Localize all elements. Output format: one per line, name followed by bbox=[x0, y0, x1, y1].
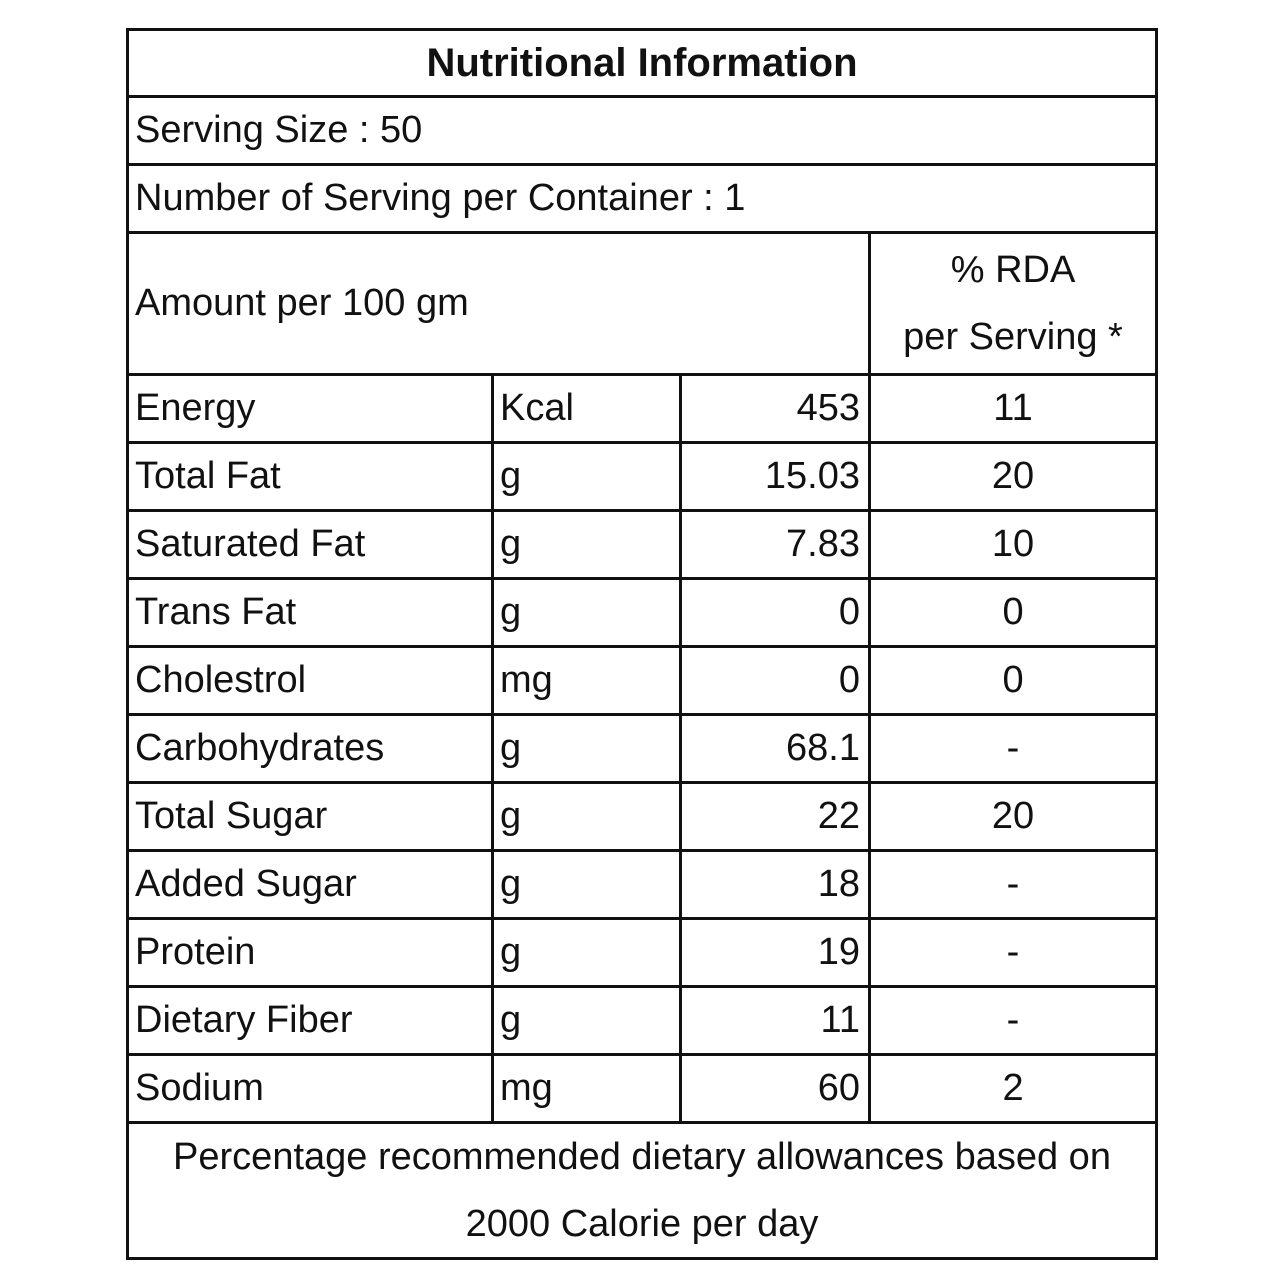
nutrient-row bbox=[128, 579, 1157, 647]
nutrient-rda: 20 bbox=[870, 783, 1157, 851]
nutrient-row bbox=[128, 919, 1157, 987]
nutrient-value: 19 bbox=[681, 919, 870, 987]
nutrient-value: 453 bbox=[681, 375, 870, 443]
nutrient-value: 7.83 bbox=[681, 511, 870, 579]
nutrient-name: Energy bbox=[128, 375, 493, 443]
nutrient-row bbox=[128, 1055, 1157, 1123]
rda-header bbox=[870, 233, 1157, 375]
footnote-line1: Percentage recommended dietary allowances based on bbox=[173, 1136, 1111, 1178]
nutrient-value: 0 bbox=[681, 647, 870, 715]
footnote-line2: 2000 Calorie per day bbox=[465, 1202, 819, 1245]
nutrient-name: Added Sugar bbox=[128, 851, 493, 919]
nutrient-name: Protein bbox=[128, 919, 493, 987]
nutrition-facts-table bbox=[126, 28, 1158, 1260]
nutrient-name: Cholestrol bbox=[128, 647, 493, 715]
nutrient-name: Sodium bbox=[128, 1055, 493, 1123]
nutrient-unit: g bbox=[493, 783, 681, 851]
nutrient-rda: 10 bbox=[870, 511, 1157, 579]
nutrient-rda: - bbox=[870, 987, 1157, 1055]
table-title: Nutritional Information bbox=[128, 30, 1157, 97]
footnote bbox=[128, 1123, 1157, 1259]
title-row bbox=[128, 30, 1157, 97]
nutrient-row bbox=[128, 511, 1157, 579]
nutrient-value: 18 bbox=[681, 851, 870, 919]
nutrient-unit: g bbox=[493, 919, 681, 987]
nutrient-value: 22 bbox=[681, 783, 870, 851]
nutrient-row bbox=[128, 783, 1157, 851]
nutrient-rda: - bbox=[870, 919, 1157, 987]
nutrient-unit: g bbox=[493, 715, 681, 783]
amount-header: Amount per 100 gm bbox=[128, 233, 870, 375]
nutrient-name: Dietary Fiber bbox=[128, 987, 493, 1055]
nutrient-unit: mg bbox=[493, 1055, 681, 1123]
nutrient-rda: 2 bbox=[870, 1055, 1157, 1123]
column-header-row bbox=[128, 233, 1157, 375]
nutrient-rda: - bbox=[870, 715, 1157, 783]
nutrient-name: Saturated Fat bbox=[128, 511, 493, 579]
nutrient-rda: - bbox=[870, 851, 1157, 919]
servings-per-container: Number of Serving per Container : 1 bbox=[128, 165, 1157, 233]
nutrient-value: 0 bbox=[681, 579, 870, 647]
nutrient-value: 60 bbox=[681, 1055, 870, 1123]
nutrient-row bbox=[128, 375, 1157, 443]
nutrient-row bbox=[128, 715, 1157, 783]
nutrient-unit: g bbox=[493, 851, 681, 919]
nutrient-unit: g bbox=[493, 987, 681, 1055]
nutrient-name: Trans Fat bbox=[128, 579, 493, 647]
nutrient-value: 15.03 bbox=[681, 443, 870, 511]
serving-size: Serving Size : 50 bbox=[128, 97, 1157, 165]
nutrient-row bbox=[128, 443, 1157, 511]
nutrient-value: 68.1 bbox=[681, 715, 870, 783]
servings-per-container-row bbox=[128, 165, 1157, 233]
serving-size-row bbox=[128, 97, 1157, 165]
footnote-row bbox=[128, 1123, 1157, 1259]
nutrient-name: Total Fat bbox=[128, 443, 493, 511]
nutrient-row bbox=[128, 851, 1157, 919]
nutrient-value: 11 bbox=[681, 987, 870, 1055]
nutrient-rda: 11 bbox=[870, 375, 1157, 443]
nutrient-row bbox=[128, 647, 1157, 715]
nutrient-unit: g bbox=[493, 511, 681, 579]
nutrient-unit: Kcal bbox=[493, 375, 681, 443]
nutrient-unit: g bbox=[493, 579, 681, 647]
nutrient-unit: mg bbox=[493, 647, 681, 715]
nutrient-rda: 0 bbox=[870, 579, 1157, 647]
rda-header-line1: % RDA bbox=[950, 249, 1076, 291]
nutrient-rda: 20 bbox=[870, 443, 1157, 511]
nutrient-rda: 0 bbox=[870, 647, 1157, 715]
nutrient-unit: g bbox=[493, 443, 681, 511]
nutrient-name: Carbohydrates bbox=[128, 715, 493, 783]
nutrient-name: Total Sugar bbox=[128, 783, 493, 851]
nutrient-row bbox=[128, 987, 1157, 1055]
rda-header-line2: per Serving * bbox=[903, 315, 1123, 358]
